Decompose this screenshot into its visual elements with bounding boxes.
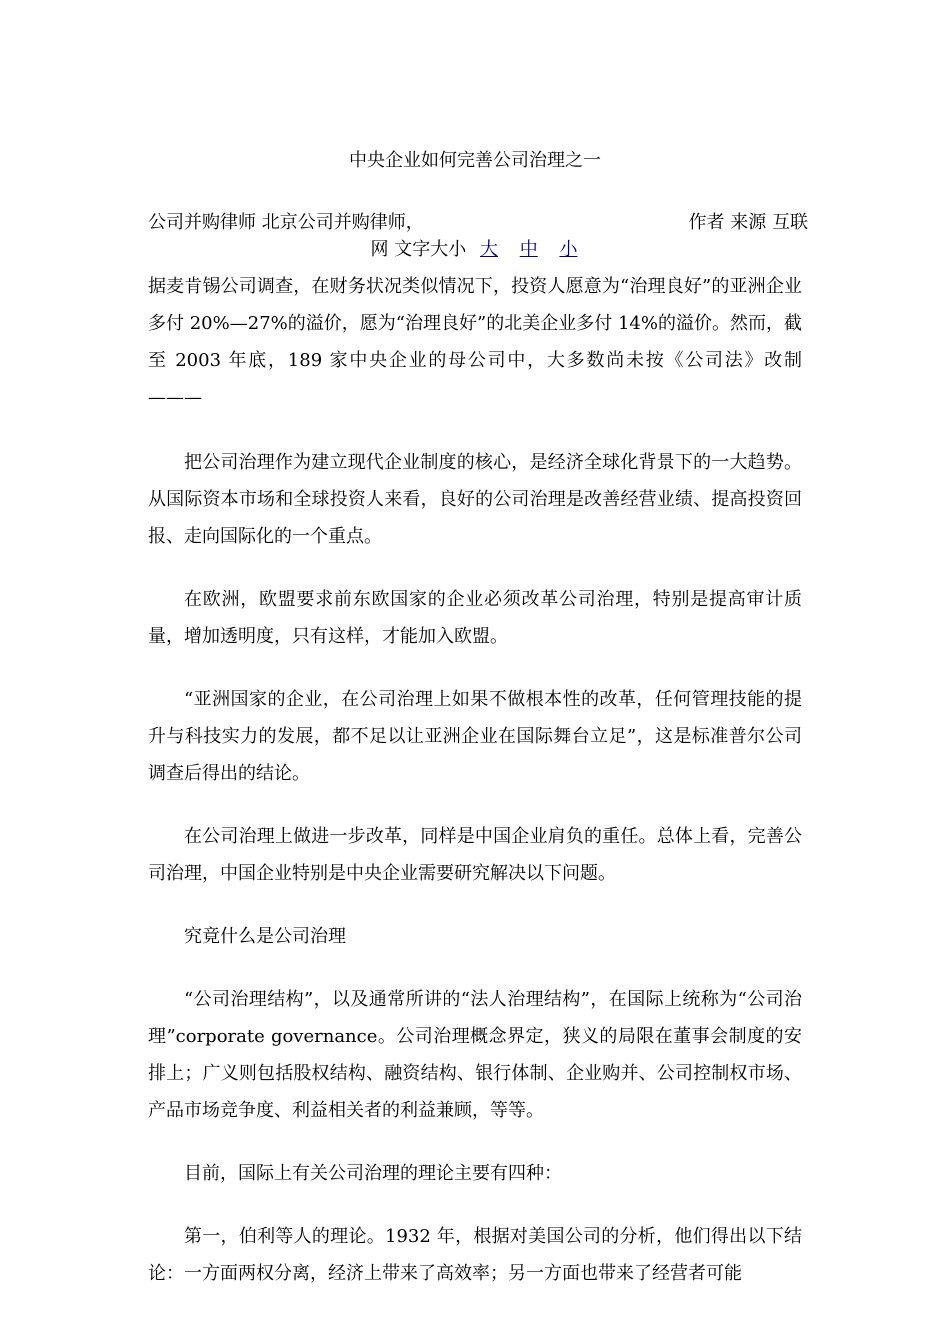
font-size-label: 网 文字大小: [370, 239, 467, 260]
paragraph: 在公司治理上做进一步改革，同样是中国企业肩负的重任。总体上看，完善公司治理，中国企业特别是中央企业需要研究解决以下问题。: [148, 826, 802, 884]
document-title: 中央企业如何完善公司治理之一: [349, 150, 601, 171]
article-body: [148, 268, 802, 1292]
paragraph-intro: 据麦肯锡公司调查，在财务状况类似情况下，投资人愿意为“治理良好”的亚洲企业多付 20%—27%的溢价，愿为“治理良好”的北美企业多付 14%的溢价。然而，截至 2003 年底，189 家中央企业的母公司中，大多数尚未按《公司法》改制———: [148, 276, 802, 408]
paragraph: 目前，国际上有关公司治理的理论主要有四种：: [184, 1163, 562, 1184]
meta-keywords: 公司并购律师 北京公司并购律师，: [148, 212, 424, 233]
paragraph: “公司治理结构”，以及通常所讲的“法人治理结构”，在国际上统称为“公司治理”corporate governance。公司治理概念界定，狭义的局限在董事会制度的安排上；广义则包括股权结构、融资结构、银行体制、企业购并、公司控制权市场、产品市场竞争度、利益相关者的利益兼顾，等等。: [148, 989, 802, 1121]
paragraph: 在欧洲，欧盟要求前东欧国家的企业必须改革公司治理，特别是提高审计质量，增加透明度，只有这样，才能加入欧盟。: [148, 589, 802, 647]
section-heading: 究竟什么是公司治理: [184, 926, 346, 947]
article-meta: [148, 209, 808, 263]
font-size-small-link[interactable]: 小: [559, 239, 578, 260]
meta-row-2: [148, 236, 808, 263]
paragraph: 把公司治理作为建立现代企业制度的核心，是经济全球化背景下的一大趋势。从国际资本市场和全球投资人来看，良好的公司治理是改善经营业绩、提高投资回报、走向国际化的一个重点。: [148, 452, 802, 547]
meta-row-1: [148, 209, 808, 236]
font-size-large-link[interactable]: 大: [480, 239, 498, 260]
meta-author-source: 作者 来源 互联: [688, 212, 808, 233]
paragraph: 第一，伯利等人的理论。1932 年，根据对美国公司的分析，他们得出以下结论：一方面两权分离，经济上带来了高效率；另一方面也带来了经营者可能: [148, 1226, 802, 1284]
font-size-medium-link[interactable]: 中: [519, 239, 538, 260]
paragraph: “亚洲国家的企业，在公司治理上如果不做根本性的改革，任何管理技能的提升与科技实力的发展，都不足以让亚洲企业在国际舞台立足”，这是标准普尔公司调查后得出的结论。: [148, 689, 802, 784]
